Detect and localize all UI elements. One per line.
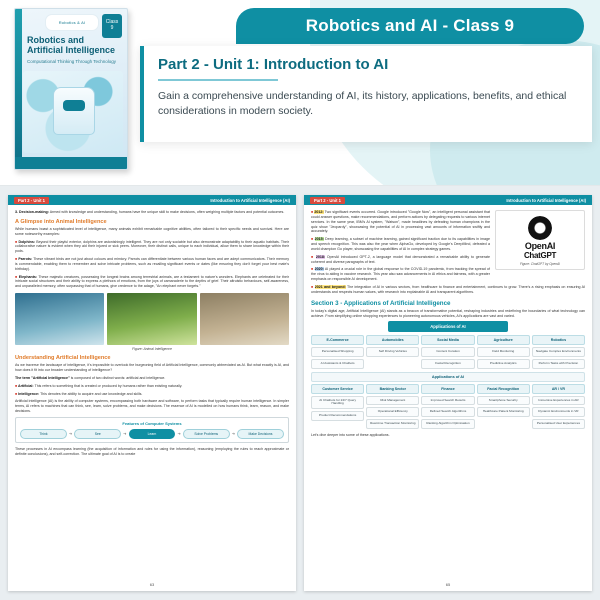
mindmap-branch-agriculture xyxy=(477,335,530,368)
branch-header: Banking Sector xyxy=(366,384,419,394)
timeline-text: Two significant events occurred. Google introduced "Google Now", an intelligent personal assistant that could answer questions, make recommendations, and perform actions by delegating requests to various internet services. In the same year, IBM's AI system, "Watson", made headlines by defeating human champions in the quiz show "Jeopardy", showcasing the potential of AI in processing vast amounts of information swiftly and accurately. xyxy=(311,210,491,234)
bullet-icon: ■ xyxy=(15,239,19,244)
branch-chip: Improved Search Results xyxy=(421,396,474,406)
timeline-year: 2015: xyxy=(314,237,324,242)
book-spine xyxy=(15,9,22,169)
left-page-body xyxy=(8,205,296,465)
branch-chip: Personalised Shopping xyxy=(311,347,364,357)
section-heading-animal: A Glimpse into Animal Intelligence xyxy=(15,218,107,225)
bullet-icon: ■ xyxy=(15,257,19,262)
list-item-text: Beyond their playful exterior, dolphins are astonishingly intelligent. They are not only sociable but also demonstrate adaptability to their aquatic habitats. Their collaborative nature is evident when they aid their injured or sick peers. Moreover, their distinct calls, unique to each individual, allow them to share knowledge within their pods. xyxy=(15,239,290,254)
branch-header: Robotics xyxy=(532,335,585,345)
list-item-text: This denotes the ability to acquire and use knowledge and skills. xyxy=(40,391,143,396)
mindmap-branch-ecommerce xyxy=(311,335,364,368)
bullet-icon: ■ xyxy=(15,383,19,388)
timeline-text: AI played a crucial role in the global response to the COVID-19 pandemic, from tracking the spread of the virus to aiding in vaccine research. This year also saw advancements in AI ethics and fairness, with a greater emphasis on responsible AI development. xyxy=(311,267,491,282)
flow-node-learn: Learn xyxy=(129,429,176,439)
list-item-text: These majestic creatures, possessing the longest brains among terrestrial animals, are a testament to nature's wonders. Elephants are celebrated for their intricate social structures and their ability to express a plethora of emotions, from the joys of camaraderie to the depths of grief. Their altruistic behaviours, self-awareness, and unparalleled memory, often surpassing that of humans, give credence to the adage, "An elephant never forgets." xyxy=(15,274,290,289)
branch-chip: Perform Tasks with Precision xyxy=(532,359,585,369)
list-item-term: Parrots: xyxy=(18,257,33,262)
branch-chip: AI Chatbots for 24/7 Query Handling xyxy=(311,396,364,409)
class-badge-label: Class xyxy=(105,19,119,26)
branch-header: Automobiles xyxy=(366,335,419,345)
animal-image-row xyxy=(15,293,289,345)
right-page-header-part: Part 2 - Unit 1 xyxy=(310,197,345,204)
animal-intro: While humans boast a sophisticated level of intelligence, many animals exhibit remarkable cognitive abilities, often tailored to their specific needs and survival. Here are some noteworthy examples: xyxy=(15,226,289,236)
branch-header: E-Commerce xyxy=(311,335,364,345)
list-item-term: Dolphins: xyxy=(18,239,36,244)
list-item-text: These vibrant birds are not just about colours and mimicry. Parrots can differentiate between various human faces and are adept communicators. Their memory is commendable, enabling them to remember and solve intricate problems, such as recalling significant events or dates (like ensuring they don't forget your best mate's birthday). xyxy=(15,257,290,271)
flow-node-make-decisions: Make Decisions xyxy=(237,429,284,439)
parrot-photo xyxy=(107,293,196,345)
list-item-term: Decision-making: xyxy=(19,210,49,214)
flow-node-solve-problems: Solve Problems xyxy=(183,429,230,439)
closing-note: Let's dive deeper into some of these applications. xyxy=(311,432,390,437)
dolphin-photo xyxy=(15,293,104,345)
list-item xyxy=(15,240,289,255)
list-item xyxy=(15,210,289,215)
mindmap-row-2 xyxy=(311,384,585,429)
mindmap-subtitle: Applications of AI xyxy=(311,372,585,382)
branch-chip: Healthcare Patient Monitoring xyxy=(477,407,530,417)
flow-node-see: See xyxy=(74,429,121,439)
bullet-icon: ■ xyxy=(311,210,315,214)
flow-node-think: Think xyxy=(20,429,67,439)
book-subtitle: Computational Thinking Through Technology xyxy=(27,59,117,64)
branch-header: Customer Service xyxy=(311,384,364,394)
book-title: Robotics and Artificial Intelligence xyxy=(27,35,116,56)
flow-diagram-title: Features of Computer Systems xyxy=(122,420,182,426)
list-item-text: This refers to something that is created or produced by humans rather than existing naturally. xyxy=(34,383,183,388)
list-item-term: Intelligence: xyxy=(18,391,40,396)
left-page-number: 63 xyxy=(149,582,155,587)
mindmap-branch-facial-recognition xyxy=(477,384,530,429)
right-page-number: 65 xyxy=(445,582,451,587)
list-item xyxy=(15,384,289,389)
branch-header: Facial Recognition xyxy=(477,384,530,394)
mindmap-branch-customer-service xyxy=(311,384,364,429)
chatgpt-wordmark: ChatGPT xyxy=(523,251,557,260)
publisher-logo: Robotics & AI xyxy=(45,14,99,31)
title-underline xyxy=(158,79,278,81)
bullet-icon: ■ xyxy=(311,284,315,289)
timeline-year: 2012: xyxy=(314,210,324,214)
branch-chip: Smartphone Security xyxy=(477,396,530,406)
understanding-paragraph-3: Artificial intelligence (AI) is the ability of computer systems, encompassing both hardware and software, to perform tasks that typically require human intelligence. In simpler terms, AI refers to machines that can think, see, learn, solve problems, and make decisions. The essence of AI is modelled on how humans think, learn, reason, and make decisions. xyxy=(15,399,289,414)
elephant-photo xyxy=(200,293,289,345)
applications-mindmap xyxy=(311,321,585,429)
list-item-text: Armed with knowledge and understanding, humans have the unique skill to make decisions, often weighing multiple factors and potential outcomes. xyxy=(49,210,285,214)
openai-logo-icon xyxy=(528,216,552,240)
right-page xyxy=(304,195,592,591)
figure-caption: Figure: Animal Intelligence xyxy=(132,347,172,352)
book-cover-artwork xyxy=(23,71,123,153)
flow-diagram-row xyxy=(20,429,284,439)
branch-chip: Field Monitoring xyxy=(477,347,530,357)
left-page-header-part: Part 2 - Unit 1 xyxy=(14,197,49,204)
term-rest: is composed of two distinct words: artificial and intelligence. xyxy=(69,375,166,380)
list-item xyxy=(15,275,289,290)
branch-chip: Personalised User Experiences xyxy=(532,419,585,429)
book-spread xyxy=(0,186,600,600)
left-page xyxy=(8,195,296,591)
branch-chip: Operational Efficiency xyxy=(366,407,419,417)
mindmap-branch-finance xyxy=(421,384,474,429)
mindmap-row-1 xyxy=(311,335,585,368)
robot-icon xyxy=(53,87,95,135)
branch-chip: Immersive Experiences in AR xyxy=(532,396,585,406)
branch-header: Finance xyxy=(421,384,474,394)
bullet-icon: ■ xyxy=(311,237,315,242)
page-title: Part 2 - Unit 1: Introduction to AI xyxy=(158,56,389,73)
section-heading-applications: Section 3 - Applications of Artificial Intelligence xyxy=(311,299,451,307)
timeline-item xyxy=(311,285,585,295)
branch-header: Social Media xyxy=(421,335,474,345)
mindmap-root: Applications of AI xyxy=(388,321,508,332)
mindmap-branch-banking-sector xyxy=(366,384,419,429)
timeline-text: Deep learning, a subset of machine learning, gained significant traction due to its capabilities in image and speech recognition. This was also the year when AlphaGo, developed by Google's DeepMind, defeated a world champion Go player, showcasing the capabilities of AI in complex strategy games. xyxy=(311,237,490,251)
timeline-year: 2018: xyxy=(315,254,326,259)
arrow-icon: ➜ xyxy=(68,431,73,437)
features-flow-diagram xyxy=(15,417,289,443)
branch-chip: Dynamic Environments in VR xyxy=(532,407,585,417)
arrow-icon: ➜ xyxy=(177,431,181,437)
mindmap-branch-ar-vr xyxy=(532,384,585,429)
class-badge-value: 9 xyxy=(110,25,114,31)
list-item-term: Elephants: xyxy=(18,274,38,279)
branch-chip: Predictive Analytics xyxy=(477,359,530,369)
term-lead: The term "Artificial Intelligence" xyxy=(15,375,70,380)
branch-chip: Ranking Algorithm Optimisation xyxy=(421,419,474,429)
understanding-paragraph-1: As we traverse the landscape of intelligence, it's impossible to overlook the burgeoning field of Artificial Intelligence, commonly abbreviated as AI. But what exactly is AI, and how does it fit into our broader understanding of intelligence? xyxy=(15,363,289,372)
branch-chip: Self Driving Vehicles xyxy=(366,347,419,357)
branch-chip: Product Recommendations xyxy=(311,411,364,421)
branch-chip: Refined Search Algorithms xyxy=(421,407,474,417)
figure-caption: Figure: ChatGPT by OpenAI xyxy=(519,262,561,266)
bullet-icon: ■ xyxy=(311,254,316,259)
openai-wordmark: OpenAI xyxy=(524,241,556,251)
unit-description: Gain a comprehensive understanding of AI, its history, applications, benefits, and ethical considerations in modern society. xyxy=(158,90,567,118)
branch-header: Agriculture xyxy=(477,335,530,345)
course-title-pill: Robotics and AI - Class 9 xyxy=(236,8,584,44)
arrow-icon: ➜ xyxy=(231,431,236,437)
right-page-header-unit: Introduction to Artificial Intelligence (AI) xyxy=(506,197,586,203)
unit-intro-card xyxy=(140,46,592,142)
mindmap-branch-robotics xyxy=(532,335,585,368)
bullet-icon: ■ xyxy=(15,274,19,279)
right-page-body xyxy=(304,205,592,442)
list-item xyxy=(15,257,289,272)
list-item-term: Artificial: xyxy=(18,383,34,388)
branch-chip: Real-time Transaction Monitoring xyxy=(366,419,419,429)
branch-chip: Navigate Complex Environments xyxy=(532,347,585,357)
branch-chip: Risk Management xyxy=(366,396,419,406)
left-page-header-unit: Introduction to Artificial Intelligence (AI) xyxy=(210,197,290,203)
branch-chip: AI Assistants & Chatbots xyxy=(311,359,364,369)
timeline-text: The integration of AI in various sectors, from healthcare to finance and entertainment, continues to grow. There's a rising emphasis on ensuring AI understands and respects human values, with research into explainable AI and transparent algorithms. xyxy=(311,284,586,294)
bullet-icon: ■ xyxy=(15,391,19,396)
book-footer-bar xyxy=(15,157,127,169)
bullet-icon: ■ xyxy=(311,267,315,272)
openai-figure xyxy=(495,210,585,270)
understanding-paragraph-4: These processes in AI encompass learning (the acquisition of information and rules for using the information), reasoning (employing the rules to reach approximate or definite conclusions), and self-correction. The ultimate goal of AI is to create xyxy=(15,446,289,456)
left-page-header xyxy=(8,195,296,205)
list-item-number: 3. xyxy=(15,210,18,214)
understanding-paragraph-2 xyxy=(15,376,289,381)
timeline-year: 2020: xyxy=(314,267,324,272)
branch-header: AR / VR xyxy=(532,384,585,394)
hero-banner xyxy=(0,0,600,186)
applications-intro: In today's digital age, Artificial Intelligence (AI) stands as a beacon of transformative potential, reshaping industries and redefining the boundaries of what technology can achieve. From simplifying online shopping experiences to pioneering autonomous vehicles, AI's applications are vast and varied. xyxy=(311,308,585,318)
book-cover xyxy=(14,8,128,170)
mindmap-branch-social-media xyxy=(421,335,474,368)
branch-chip: Facial Recognition xyxy=(421,359,474,369)
timeline-text: OpenAI introduced GPT-2, a language model that demonstrated a remarkable ability to generate coherent and diverse paragraphs of text. xyxy=(311,254,490,264)
timeline-year: 2021 and beyond: xyxy=(314,284,346,289)
right-page-header xyxy=(304,195,592,205)
arrow-icon: ➜ xyxy=(123,431,127,437)
section-heading-understanding: Understanding Artificial Intelligence xyxy=(15,355,111,362)
mindmap-branch-automobiles xyxy=(366,335,419,368)
list-item xyxy=(15,392,289,397)
branch-chip: Content Curation xyxy=(421,347,474,357)
